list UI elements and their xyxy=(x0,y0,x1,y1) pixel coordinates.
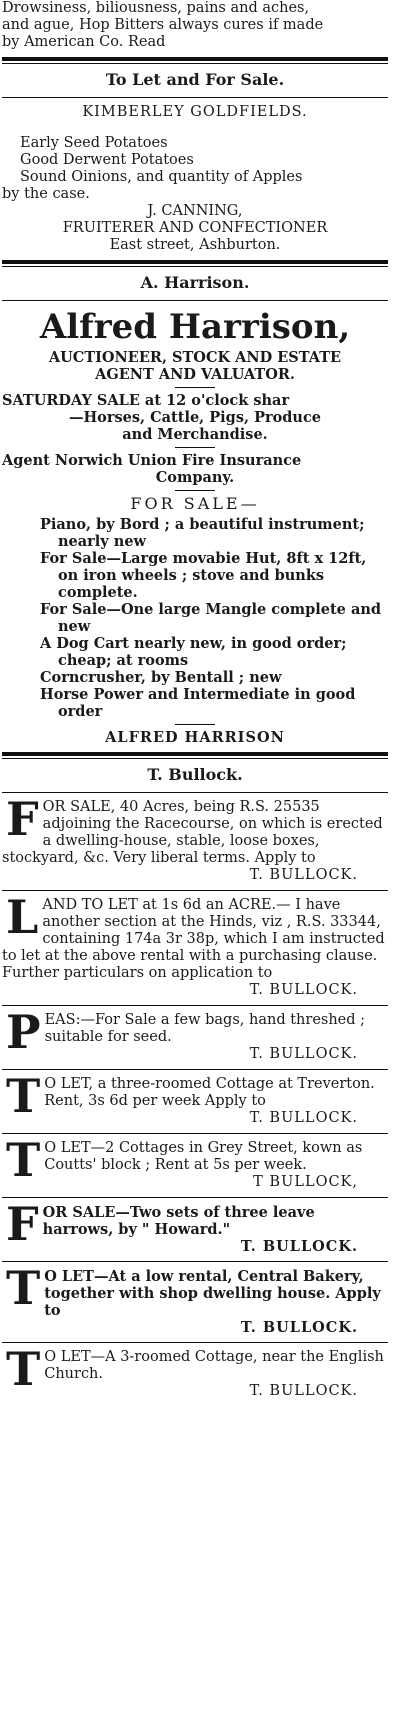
section-rule-thin xyxy=(2,266,388,267)
hop-bitters-line-3: by American Co. Read xyxy=(2,34,166,50)
section-rule xyxy=(2,57,388,61)
kimberley-trade: FRUITERER AND CONFECTIONER xyxy=(62,220,328,236)
kimberley-name: J. CANNING, xyxy=(147,203,243,219)
bullock-ad-4 xyxy=(2,1069,388,1127)
divider xyxy=(2,1133,388,1134)
harrison-sale-3: and Merchandise. xyxy=(122,426,268,443)
to-let-header: To Let and For Sale. xyxy=(105,70,285,89)
divider xyxy=(2,1197,388,1198)
kimberley-line-3: Sound Oinions, and quantity of Apples xyxy=(20,169,303,185)
sale-item: A Dog Cart nearly new, in good order; cheap; at rooms xyxy=(40,635,347,669)
divider xyxy=(2,97,388,98)
bullock-ad-1 xyxy=(2,792,388,884)
bullock-ad-6 xyxy=(2,1197,388,1255)
ad-text: O LET—At a low rental, Central Bakery, together with shop dwelling house. Apply to xyxy=(44,1268,381,1319)
harrison-signature: ALFRED HARRISON xyxy=(105,729,285,746)
sale-item: Piano, by Bord ; a beautiful instrument; nearly new xyxy=(40,516,365,550)
bullock-ad-7 xyxy=(2,1261,388,1336)
drop-cap: F xyxy=(6,1197,39,1251)
sale-item: For Sale—One large Mangle complete and new xyxy=(40,601,382,635)
harrison-items xyxy=(2,516,388,720)
harrison-sale-1: SATURDAY SALE at 12 o'clock shar xyxy=(2,392,290,409)
bullock-ad-8 xyxy=(2,1342,388,1400)
ad-text: AND TO LET at 1s 6d an ACRE.— I have another section at the Hinds, viz , R.S. 33344, containing 174a 3r 38p, which I am instructed to let at the above rental with a purchasing clause. Further particulars on application to xyxy=(2,897,385,981)
drop-cap: F xyxy=(6,792,39,846)
ad-text: O LET, a three-roomed Cottage at Treverton. Rent, 3s 6d per week Apply to xyxy=(44,1076,375,1109)
harrison-for-sale: FOR SALE— xyxy=(130,494,260,513)
ad-signature: T. BULLOCK. xyxy=(249,1383,358,1399)
kimberley-address: East street, Ashburton. xyxy=(109,237,281,253)
divider xyxy=(2,792,388,793)
divider xyxy=(2,890,388,891)
bullock-ad-2 xyxy=(2,890,388,999)
divider xyxy=(2,300,388,301)
kimberley-line-4: by the case. xyxy=(2,186,90,202)
divider xyxy=(2,1069,388,1070)
drop-cap: T xyxy=(6,1069,41,1123)
drop-cap: T xyxy=(6,1133,41,1187)
section-rule-thin xyxy=(2,63,388,64)
section-rule-thin xyxy=(2,758,388,759)
harrison-title-1: AUCTIONEER, STOCK AND ESTATE xyxy=(48,349,342,366)
ad-text: O LET—2 Cottages in Grey Street, kown as Coutts' block ; Rent at 5s per week. xyxy=(44,1140,363,1173)
ad-signature: T. BULLOCK. xyxy=(249,982,358,998)
harrison-header: A. Harrison. xyxy=(140,273,250,292)
short-rule xyxy=(175,387,215,388)
kimberley-line-1: Early Seed Potatoes xyxy=(20,135,168,151)
short-rule xyxy=(175,490,215,491)
ad-signature: T. BULLOCK. xyxy=(249,1046,358,1062)
ad-signature: T. BULLOCK. xyxy=(240,1238,358,1255)
ad-text: OR SALE—Two sets of three leave harrows, by " Howard." xyxy=(42,1204,315,1238)
bullock-header: T. Bullock. xyxy=(147,765,243,784)
harrison-sale-2: —Horses, Cattle, Pigs, Produce xyxy=(68,409,322,426)
harrison-title-2: AGENT AND VALUATOR. xyxy=(95,366,295,383)
ad-signature: T BULLOCK, xyxy=(253,1174,358,1190)
ad-text: O LET—A 3-roomed Cottage, near the English Church. xyxy=(44,1349,384,1382)
kimberley-line-2: Good Derwent Potatoes xyxy=(20,152,194,168)
harrison-agent-1: Agent Norwich Union Fire Insurance xyxy=(2,452,302,469)
harrison-agent-2: Company. xyxy=(155,469,235,486)
divider xyxy=(2,1342,388,1343)
drop-cap: T xyxy=(6,1261,41,1315)
ad-signature: T. BULLOCK. xyxy=(249,867,358,883)
harrison-name: Alfred Harrison, xyxy=(39,307,351,347)
short-rule xyxy=(175,447,215,448)
ad-text: EAS:—For Sale a few bags, hand threshed ; suitable for seed. xyxy=(44,1012,366,1045)
bullock-ad-3 xyxy=(2,1005,388,1063)
ad-signature: T. BULLOCK. xyxy=(249,1110,358,1126)
drop-cap: L xyxy=(6,890,39,944)
sale-item: Corncrusher, by Bentall ; new xyxy=(40,669,282,686)
ad-text: OR SALE, 40 Acres, being R.S. 25535 adjoining the Racecourse, on which is erected a dwelling-house, stable, loose boxes, stockyard, &c. Very liberal terms. Apply to xyxy=(2,799,383,866)
hop-bitters-line-2: and ague, Hop Bitters always cures if made xyxy=(2,17,324,33)
sale-item: Horse Power and Intermediate in good order xyxy=(40,686,356,720)
hop-bitters-line-1: Drowsiness, biliousness, pains and aches, xyxy=(2,0,310,16)
short-rule xyxy=(175,724,215,725)
section-rule xyxy=(2,260,388,264)
bullock-ad-5 xyxy=(2,1133,388,1191)
divider xyxy=(2,1005,388,1006)
kimberley-title: KIMBERLEY GOLDFIELDS. xyxy=(82,104,308,120)
ad-signature: T. BULLOCK. xyxy=(240,1319,358,1336)
drop-cap: P xyxy=(6,1005,41,1059)
section-rule xyxy=(2,752,388,756)
sale-item: For Sale—Large movabie Hut, 8ft x 12ft, on iron wheels ; stove and bunks complete. xyxy=(40,550,367,601)
divider xyxy=(2,1261,388,1262)
drop-cap: T xyxy=(6,1342,41,1396)
